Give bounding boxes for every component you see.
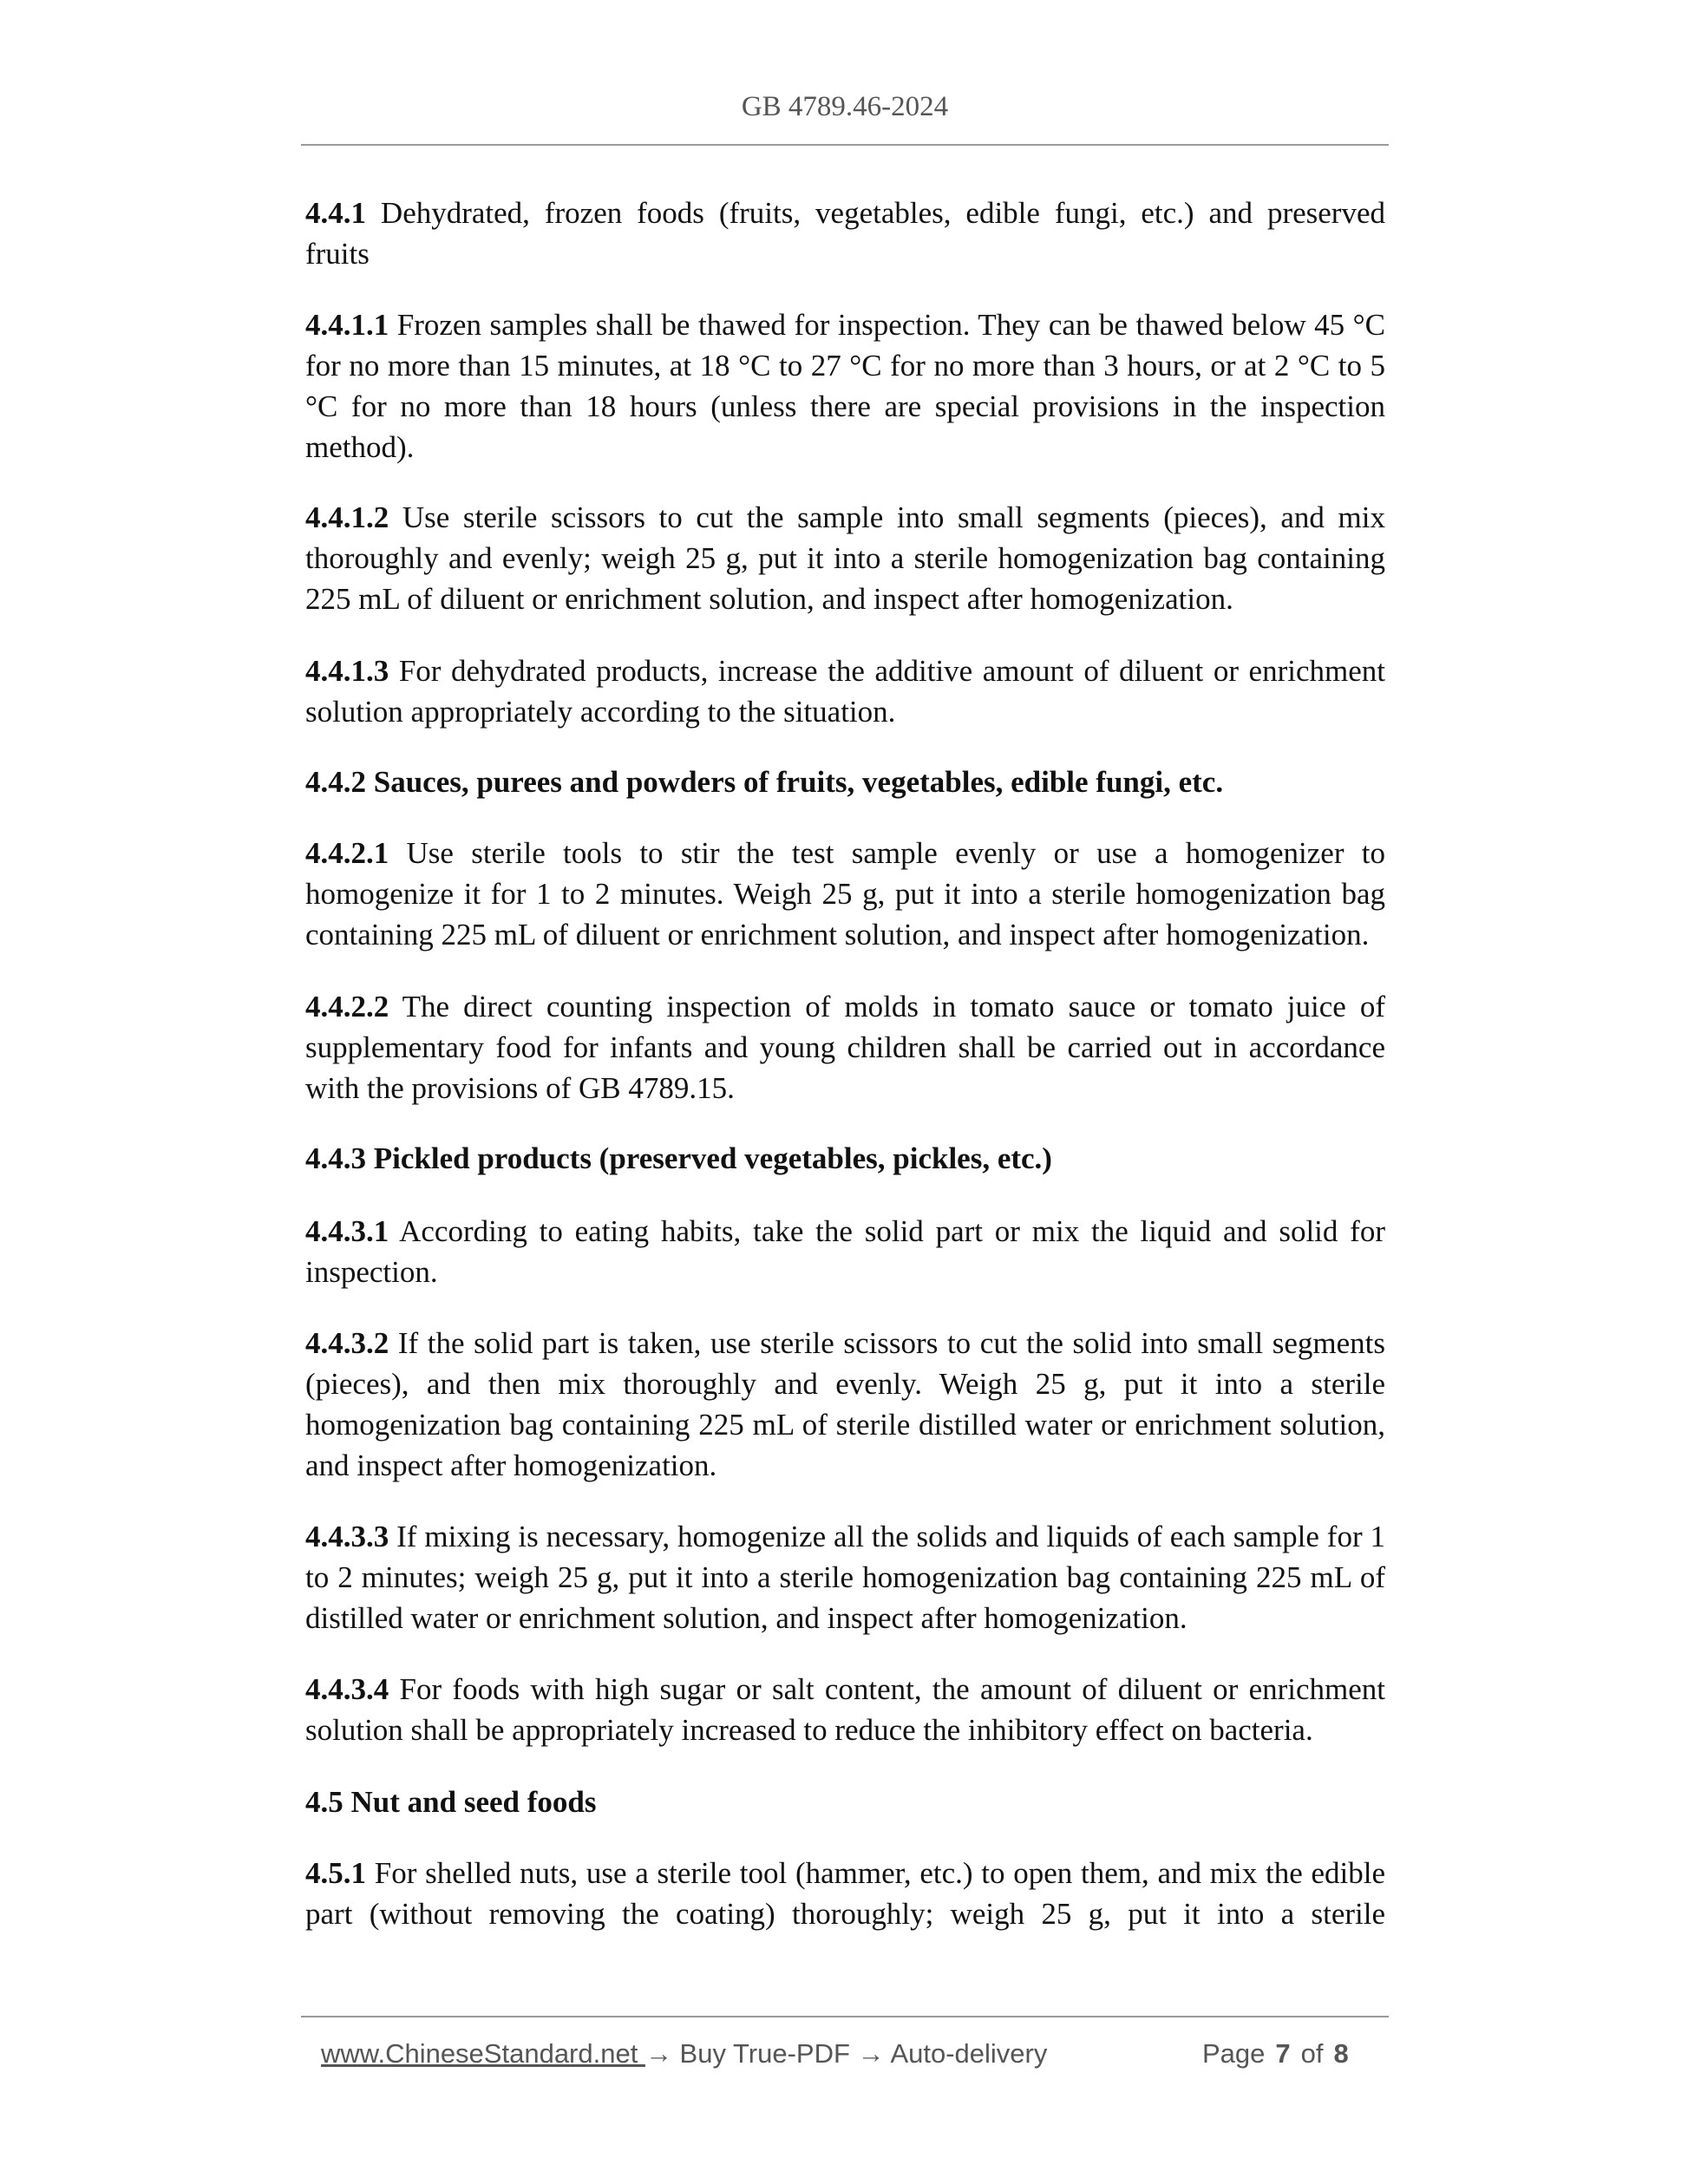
header-divider [301, 144, 1389, 146]
section-number: 4.4.1 [305, 196, 366, 230]
section-text: Frozen samples shall be thawed for inspection. They can be thawed below 45 °C for no more than 15 minutes, at 18 °C to 27 °C for no more than 3 hours, or at 2 °C to 5 °C for no more than 18 hours (unless there are special provisions in the inspection method). [305, 308, 1385, 464]
section-text: If the solid part is taken, use sterile scissors to cut the solid into small segments (pieces), and then mix thoroughly and evenly. Weigh 25 g, put it into a sterile homogenization bag containing 225 mL of sterile distilled water or enrichment solution, and inspect after homogenization. [305, 1326, 1385, 1482]
page-current: 7 [1275, 2038, 1291, 2069]
section-text: Dehydrated, frozen foods (fruits, vegetables, edible fungi, etc.) and preserved fruits [305, 196, 1385, 271]
section-number: 4.5.1 [305, 1856, 366, 1890]
section-4-4-3-1 [305, 1211, 1385, 1292]
document-header-title: GB 4789.46-2024 [741, 91, 949, 122]
section-text: Use sterile tools to stir the test sample evenly or use a homogenizer to homogenize it for 1 to 2 minutes. Weigh 25 g, put it into a sterile homogenization bag containing 225 mL of diluent or enrichment solution, and inspect after homogenization. [305, 836, 1385, 951]
section-text: Use sterile scissors to cut the sample into small segments (pieces), and mix thoroughly and evenly; weigh 25 g, put it into a sterile homogenization bag containing 225 mL of diluent or enrichment solution, and inspect after homogenization. [305, 500, 1385, 616]
page-label: Page [1202, 2038, 1266, 2069]
section-4-4-1 [305, 193, 1385, 274]
section-heading-text: Sauces, purees and powders of fruits, vegetables, edible fungi, etc. [366, 765, 1224, 799]
chinese-standard-link[interactable]: www.ChineseStandard.net [321, 2038, 645, 2069]
section-heading-4-4-2 [305, 762, 1385, 802]
section-number: 4.4.2.1 [305, 836, 389, 870]
section-4-4-2-1 [305, 833, 1385, 955]
footer-divider [301, 2016, 1389, 2017]
section-4-4-1-2 [305, 497, 1385, 619]
section-number: 4.5 [305, 1785, 343, 1819]
arrow-right-icon: → [857, 2038, 885, 2069]
section-4-4-1-1 [305, 304, 1385, 468]
section-text: For foods with high sugar or salt content, the amount of diluent or enrichment solution shall be appropriately increased to reduce the inhibitory effect on bacteria. [305, 1672, 1385, 1747]
section-4-4-2-2 [305, 986, 1385, 1108]
section-heading-text: Nut and seed foods [343, 1785, 597, 1819]
section-number: 4.4.3.2 [305, 1326, 389, 1360]
page-indicator [1202, 2037, 1349, 2071]
page-total: 8 [1333, 2038, 1349, 2069]
section-heading-4-5 [305, 1782, 1385, 1822]
section-number: 4.4.3.1 [305, 1214, 389, 1248]
section-4-4-3-4 [305, 1669, 1385, 1750]
buy-true-pdf-text: Buy True-PDF [671, 2038, 858, 2069]
section-number: 4.4.1.3 [305, 654, 389, 688]
section-number: 4.4.2.2 [305, 990, 389, 1023]
section-4-4-3-2 [305, 1323, 1385, 1486]
section-heading-text: Pickled products (preserved vegetables, pickles, etc.) [366, 1141, 1052, 1175]
page-of-label: of [1300, 2038, 1324, 2069]
section-number: 4.4.3 [305, 1141, 366, 1175]
section-text: For shelled nuts, use a sterile tool (hammer, etc.) to open them, and mix the edible part (without removing the coating) thoroughly; weigh 25 g, put it into a sterile [305, 1856, 1385, 1931]
section-text: For dehydrated products, increase the additive amount of diluent or enrichment solution appropriately according to the situation. [305, 654, 1385, 729]
section-number: 4.4.3.3 [305, 1520, 389, 1553]
section-4-4-3-3 [305, 1516, 1385, 1638]
section-number: 4.4.1.2 [305, 500, 389, 534]
section-4-5-1 [305, 1853, 1385, 1934]
section-number: 4.4.3.4 [305, 1672, 389, 1706]
section-text: If mixing is necessary, homogenize all the solids and liquids of each sample for 1 to 2 minutes; weigh 25 g, put it into a sterile homogenization bag containing 225 mL of distilled water or enrichment solution, and inspect after homogenization. [305, 1520, 1385, 1635]
section-number: 4.4.2 [305, 765, 366, 799]
arrow-right-icon: → [644, 2038, 672, 2069]
section-text: According to eating habits, take the solid part or mix the liquid and solid for inspection. [305, 1214, 1385, 1289]
auto-delivery-text: Auto-delivery [884, 2038, 1048, 2069]
section-text: The direct counting inspection of molds in tomato sauce or tomato juice of supplementary food for infants and young children shall be carried out in accordance with the provisions of GB 4789.15. [305, 990, 1385, 1105]
section-heading-4-4-3 [305, 1138, 1385, 1179]
footer-promo [321, 2037, 1047, 2071]
section-number: 4.4.1.1 [305, 308, 389, 342]
section-4-4-1-3 [305, 651, 1385, 732]
